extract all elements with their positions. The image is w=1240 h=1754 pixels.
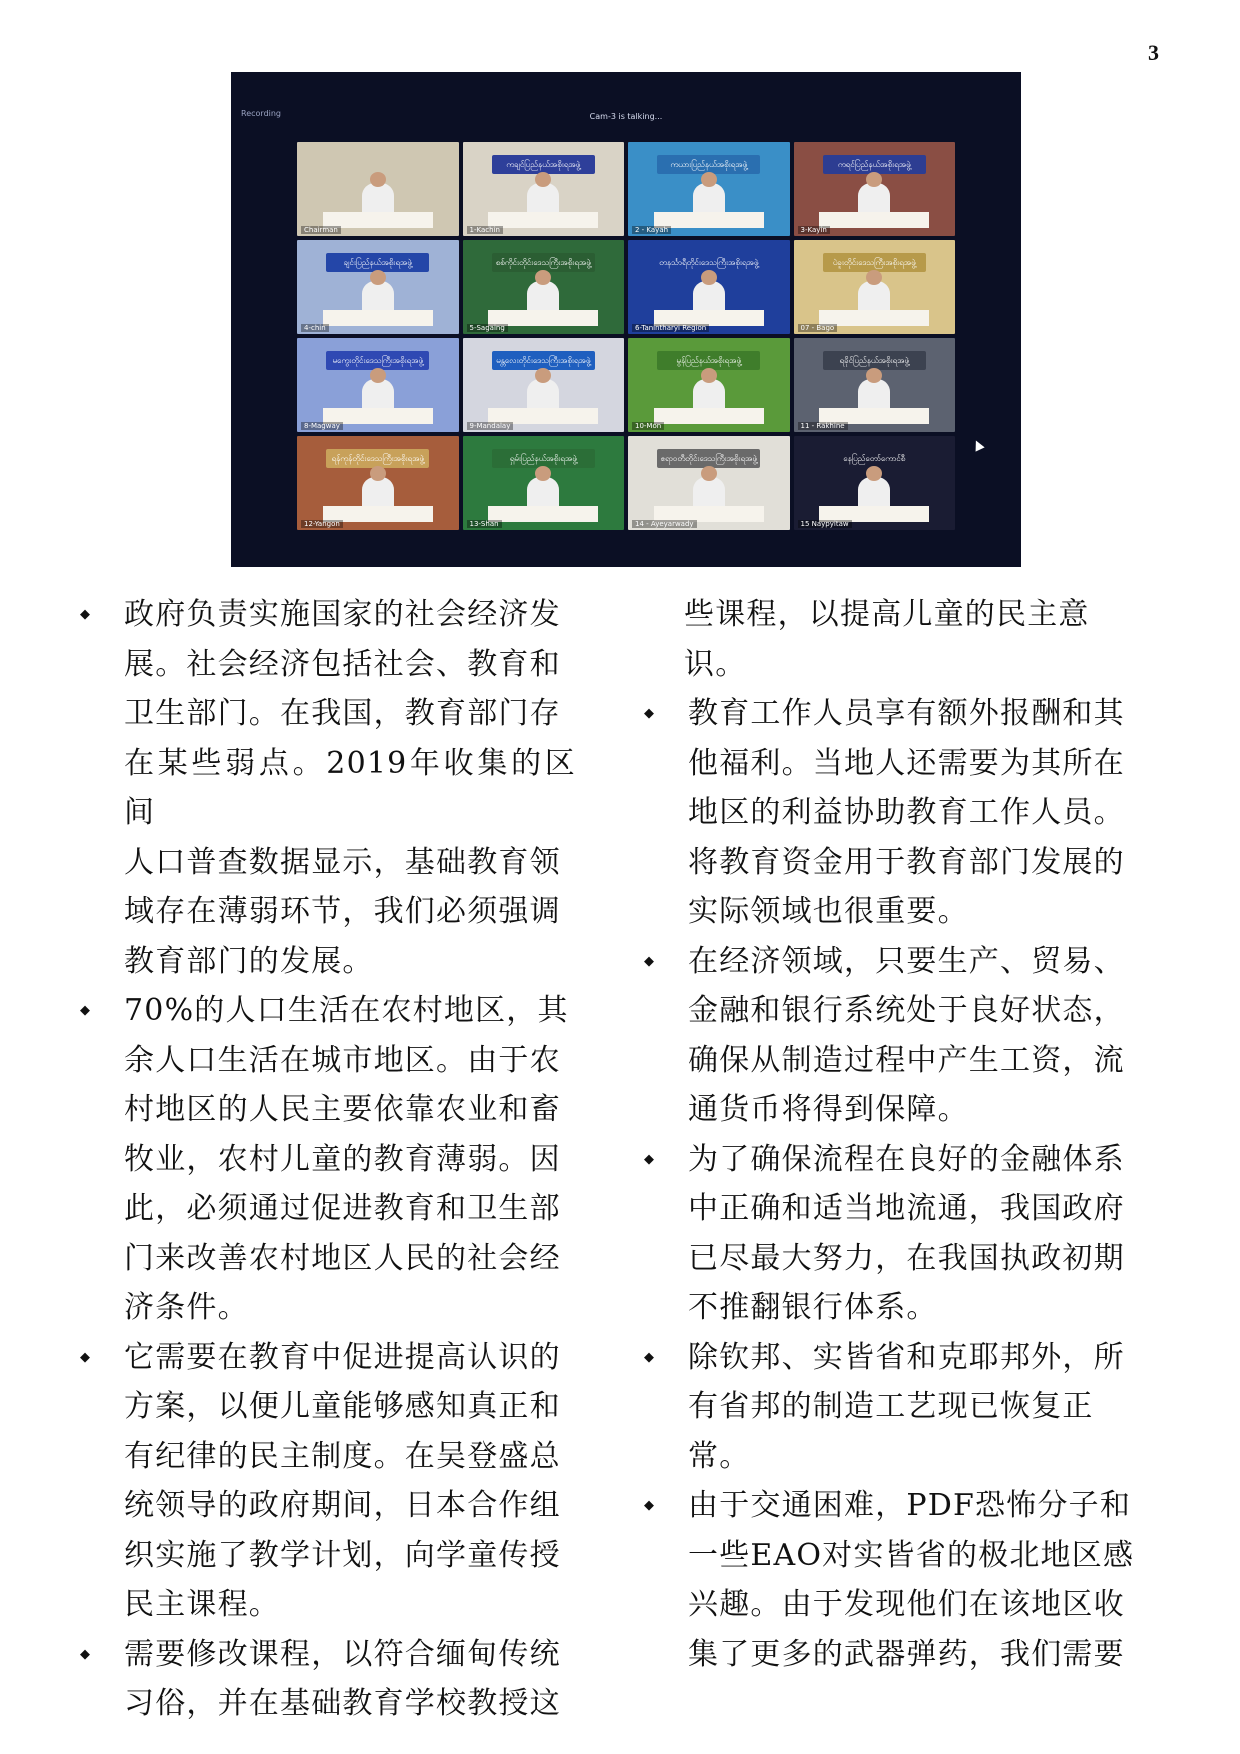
tile-head [701, 270, 717, 285]
tile-person [527, 281, 559, 313]
bullet-item [76, 1333, 576, 1630]
tile-desk [323, 310, 433, 326]
text-line: 确保从制造过程中产生工资，流 [688, 1042, 1125, 1078]
text-line: 些课程，以提高儿童的民主意 [684, 597, 1090, 632]
participant-tile [463, 338, 625, 432]
tile-banner: တနင်္သာရီတိုင်းဒေသကြီးအစိုးရအဖွဲ့ [657, 253, 760, 272]
tile-banner: ကယားပြည်နယ်အစိုးရအဖွဲ့ [657, 155, 760, 174]
text-line: 牧业，农村儿童的教育薄弱。因 [124, 1141, 561, 1177]
text-line: 在经济领域，只要生产、贸易、 [688, 943, 1125, 979]
bullet-icon: ◆ [644, 1349, 654, 1365]
participant-tile [628, 436, 790, 530]
tile-label: 2 - Kayah [632, 226, 671, 234]
tile-banner: ရန်ကုန်တိုင်းဒေသကြီးအစိုးရအဖွဲ့ [326, 449, 429, 468]
text-line: 在某些弱点。2019年收集的区间 [124, 745, 576, 830]
text-line: 由于交通困难，PDF恐怖分子和 [688, 1488, 1132, 1523]
bullet-icon: ◆ [80, 1349, 90, 1365]
text-line: 他福利。当地人还需要为其所在 [688, 745, 1125, 781]
paragraph-text [124, 590, 576, 986]
tile-head [370, 368, 386, 383]
bullet-item [640, 1481, 1140, 1679]
bullet-item [76, 986, 576, 1333]
tile-label: 12-Yangon [301, 520, 343, 528]
tile-label: 5-Sagaing [467, 324, 508, 332]
tile-person [362, 183, 394, 215]
tile-person [693, 477, 725, 509]
bullet-icon: ◆ [644, 953, 654, 969]
bullet-icon: ◆ [644, 1498, 654, 1513]
tile-label: 3-Kayin [798, 226, 830, 234]
participant-tile [794, 240, 956, 334]
text-line: 将教育资金用于教育部门发展的 [688, 844, 1125, 880]
participant-tile [794, 338, 956, 432]
cursor-icon [971, 438, 984, 451]
bullet-icon: ◆ [644, 706, 654, 721]
paragraph-text [684, 590, 1140, 689]
tile-banner: ကရင်ပြည်နယ်အစိုးရအဖွဲ့ [823, 155, 926, 174]
page-number: 3 [1148, 40, 1159, 65]
text-line: 有纪律的民主制度。在吴登盛总 [124, 1438, 561, 1474]
tile-head [701, 368, 717, 383]
tile-banner: ချင်းပြည်နယ်အစိုးရအဖွဲ့ [326, 253, 429, 272]
text-line: 有省邦的制造工艺现已恢复正 [688, 1389, 1094, 1424]
tile-person [362, 281, 394, 313]
tile-label: Chairman [301, 226, 341, 234]
tile-label: 13-Shan [467, 520, 502, 528]
tile-label: 4-chin [301, 324, 329, 332]
text-line: 织实施了教学计划，向学童传授 [124, 1537, 561, 1573]
bullet-icon: ◆ [80, 1646, 90, 1662]
text-line: 民主课程。 [124, 1587, 280, 1622]
tile-banner: နေပြည်တော်ကောင်စီ [823, 449, 926, 468]
tile-person [858, 183, 890, 215]
tile-person [527, 183, 559, 215]
left-column [76, 590, 576, 1729]
text-line: 金融和银行系统处于良好状态， [688, 993, 1125, 1028]
participant-tile [463, 240, 625, 334]
participant-tile [628, 240, 790, 334]
recording-label: Recording [241, 109, 282, 118]
tile-label: 1-Kachin [467, 226, 503, 234]
tile-label: 15 Naypyitaw [798, 520, 852, 528]
tile-desk [654, 408, 764, 424]
text-line: 已尽最大努力，在我国执政初期 [688, 1240, 1125, 1276]
tile-head [701, 172, 717, 187]
text-line: 村地区的人民主要依靠农业和畜 [124, 1092, 561, 1127]
participant-tile [463, 436, 625, 530]
tile-head [701, 466, 717, 481]
participant-tile [628, 338, 790, 432]
paragraph-text [688, 689, 1140, 937]
tile-banner: ဧရာဝတီတိုင်းဒေသကြီးအစိုးရအဖွဲ့ [657, 449, 760, 468]
tile-banner: မွန်ပြည်နယ်အစိုးရအဖွဲ့ [657, 351, 760, 370]
tile-person [858, 281, 890, 313]
tile-desk [488, 212, 598, 228]
tile-person [858, 379, 890, 411]
bullet-item [76, 1630, 576, 1729]
tile-label: 10-Mon [632, 422, 664, 430]
tile-label: 8-Magway [301, 422, 343, 430]
paragraph-text [688, 1481, 1140, 1679]
text-line: 不推翻银行体系。 [688, 1290, 938, 1325]
text-line: 除钦邦、实皆省和克耶邦外，所 [688, 1339, 1125, 1375]
bullet-item [640, 1135, 1140, 1333]
tile-label: 07 - Bago [798, 324, 838, 332]
tile-banner: ရခိုင်ပြည်နယ်အစိုးရအဖွဲ့ [823, 351, 926, 370]
paragraph-text [688, 1333, 1140, 1482]
tile-person [693, 379, 725, 411]
tile-banner: စစ်ကိုင်းတိုင်းဒေသကြီးအစိုးရအဖွဲ့ [492, 253, 595, 272]
bullet-icon: ◆ [644, 1151, 654, 1167]
text-line: 一些EAO对实皆省的极北地区感 [688, 1537, 1135, 1573]
paragraph-text [124, 1630, 576, 1729]
text-line: 识。 [684, 646, 747, 682]
video-conference-photo [231, 72, 1021, 567]
participant-tile [463, 142, 625, 236]
text-line: 人口普查数据显示，基础教育领 [124, 844, 561, 880]
tile-label: 6-Tanintharyi Region [632, 324, 709, 332]
text-line: 兴趣。由于发现他们在该地区收 [688, 1587, 1125, 1622]
tile-person [693, 281, 725, 313]
text-line: 卫生部门。在我国，教育部门存 [124, 696, 561, 731]
text-line: 方案，以便儿童能够感知真正和 [124, 1389, 561, 1424]
participant-tile [297, 436, 459, 530]
text-line: 此，必须通过促进教育和卫生部 [124, 1191, 561, 1226]
text-line: 教育部门的发展。 [124, 943, 374, 979]
bullet-item [640, 937, 1140, 1135]
participant-tile [628, 142, 790, 236]
talking-label: Cam-3 is talking... [589, 112, 663, 121]
text-line: 门来改善农村地区人民的社会经 [124, 1240, 561, 1276]
participant-tile [794, 142, 956, 236]
tile-banner: မကွေးတိုင်းဒေသကြီးအစိုးရအဖွဲ့ [326, 351, 429, 370]
text-line: 需要修改课程，以符合缅甸传统 [124, 1636, 561, 1672]
text-line: 它需要在教育中促进提高认识的 [124, 1339, 561, 1375]
text-line: 余人口生活在城市地区。由于农 [124, 1042, 561, 1078]
tile-label: 11 - Rakhine [798, 422, 848, 430]
text-line: 展。社会经济包括社会、教育和 [124, 646, 561, 682]
bullet-item [76, 590, 576, 986]
text-line: 统领导的政府期间，日本合作组 [124, 1488, 561, 1523]
paragraph-text [124, 986, 576, 1333]
tile-person [527, 477, 559, 509]
bullet-icon: ◆ [80, 607, 90, 622]
tile-head [370, 172, 386, 187]
tile-banner: မန္တလေးတိုင်းဒေသကြီးအစိုးရအဖွဲ့ [492, 351, 595, 370]
text-line: 常。 [688, 1438, 751, 1474]
tile-banner: ကချင်ပြည်နယ်အစိုးရအဖွဲ့ [492, 155, 595, 174]
participant-tile [297, 338, 459, 432]
tile-label: 14 - Ayeyarwady [632, 520, 697, 528]
tile-person [693, 183, 725, 215]
tile-label: 9-Mandalay [467, 422, 514, 430]
text-line: 通货币将得到保障。 [688, 1092, 969, 1127]
participant-tile [297, 240, 459, 334]
tile-head [370, 466, 386, 481]
tile-banner: ရှမ်းပြည်နယ်အစိုးရအဖွဲ့ [492, 449, 595, 468]
text-line: 习俗，并在基础教育学校教授这 [124, 1686, 561, 1721]
participant-tile [794, 436, 956, 530]
tile-person [362, 477, 394, 509]
tile-person [362, 379, 394, 411]
bullet-icon: ◆ [80, 1003, 90, 1018]
bullet-item [640, 1333, 1140, 1482]
tile-person [858, 477, 890, 509]
text-line: 70%的人口生活在农村地区，其 [124, 993, 569, 1028]
right-column [640, 590, 1140, 1679]
participant-tile [297, 142, 459, 236]
text-line: 地区的利益协助教育工作人员。 [688, 795, 1125, 830]
text-line: 济条件。 [124, 1290, 249, 1325]
tile-banner: ပဲခူးတိုင်းဒေသကြီးအစိုးရအဖွဲ့ [823, 253, 926, 272]
text-line: 实际领域也很重要。 [688, 894, 969, 929]
tile-head [370, 270, 386, 285]
tile-desk [819, 212, 929, 228]
participant-grid [297, 142, 955, 530]
text-line: 教育工作人员享有额外报酬和其 [688, 696, 1125, 731]
tile-desk [488, 506, 598, 522]
paragraph-text [688, 937, 1140, 1135]
tile-person [527, 379, 559, 411]
paragraph-text [124, 1333, 576, 1630]
text-line: 为了确保流程在良好的金融体系 [688, 1141, 1125, 1177]
continued-text [640, 590, 1140, 689]
paragraph-text [688, 1135, 1140, 1333]
bullet-item [640, 689, 1140, 937]
text-line: 域存在薄弱环节，我们必须强调 [124, 894, 561, 929]
text-line: 政府负责实施国家的社会经济发 [124, 597, 561, 632]
text-line: 中正确和适当地流通，我国政府 [688, 1191, 1125, 1226]
text-line: 集了更多的武器弹药，我们需要 [688, 1636, 1125, 1672]
